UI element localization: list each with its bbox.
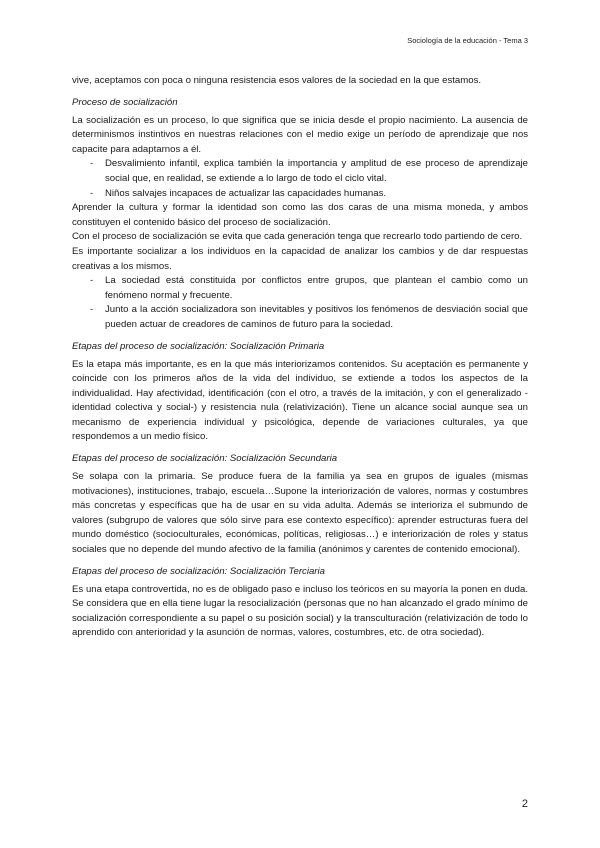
bullet-list [72,274,528,332]
page-content [72,74,528,641]
paragraph: Es una etapa controvertida, no es de obligado paso e incluso los teóricos en su mayoría la ponen en duda. Se considera que en ella tiene lugar la resocialización (personas que no han alcanzado el grado mínimo de socialización correspondiente a su papel o su posición social) y la transculturación (relativización de todo lo aprendido con anterioridad y la asunción de normas, valores, costumbres, etc. de otra sociedad). [72,583,528,639]
section-title-terciaria: Etapas del proceso de socialización: Socialización Terciaria [72,565,325,577]
section-title-secundaria: Etapas del proceso de socialización: Socialización Secundaria [72,453,338,465]
paragraph: Es importante socializar a los individuos en la capacidad de analizar los cambios y de dar respuestas creativas a los mismos. [72,245,528,272]
running-header: Sociología de la educación - Tema 3 [407,36,528,45]
list-item: - Junto a la acción socializadora son inevitables y positivos los fenómenos de desviación social que pueden actuar de creadores de caminos de futuro para la sociedad. [72,303,528,332]
section-title-proceso: Proceso de socialización [72,96,178,108]
paragraph: Aprender la cultura y formar la identidad son como las dos caras de una misma moneda, y ambos constituyen el contenido básico del proceso de socialización. [72,202,528,228]
intro-paragraph: vive, aceptamos con poca o ninguna resistencia esos valores de la sociedad en la que estamos. [72,75,482,86]
page-number: 2 [521,798,528,810]
paragraph: Con el proceso de socialización se evita que cada generación tenga que recrearlo todo partiendo de cero. [72,231,523,243]
list-item: - Niños salvajes incapaces de actualizar las capacidades humanas. [72,187,528,202]
list-item: - La sociedad está constituida por conflictos entre grupos, que plantean el cambio como un fenómeno normal y frecuente. [72,274,528,303]
paragraph: La socialización es un proceso, lo que significa que se inicia desde el propio nacimiento. La ausencia de determinismos instintivos en nuestras relaciones con el medio exige un período de aprendizaje que nos capacite para adaptarnos a él. [72,114,528,155]
section-title-primaria: Etapas del proceso de socialización: Socialización Primaria [72,340,325,352]
paragraph: Se solapa con la primaria. Se produce fuera de la familia ya sea en grupos de iguales (mismas motivaciones), instituciones, trabajo, escuela…Supone la interiorización de valores, normas y costumbres más concretas y específicas que ha de usar en su vida adulta. Además se interioriza el submundo de valores (subgrupo de valores que sólo sirve para ese contexto específico): aprender estructuras fuera del mundo doméstico (socioculturales, económicas, políticas, religiosas…) e interiorización de roles y status sociales que no depende del mundo afectivo de la familia (anónimos y carentes de contenido emocional). [72,471,528,556]
paragraph: Es la etapa más importante, es en la que más interiorizamos contenidos. Su aceptación es permanente y coincide con los primeros años de la vida del individuo, se extiende a todos los aspectos de la individualidad. Hay afectividad, identificación (con el otro, a través de la imitación, y con el generalizado -identidad colectiva y social-) y resistencia nula (relativización). Tiene un alcance social aunque sea un mecanismo de experiencia individual y psicológica, depende de variaciones culturales, ya que respondemos a un medio físico. [72,358,528,443]
list-item: - Desvalimiento infantil, explica también la importancia y amplitud de ese proceso de aprendizaje social que, en realidad, se extiende a lo largo de todo el ciclo vital. [72,157,528,186]
bullet-list [72,157,528,201]
